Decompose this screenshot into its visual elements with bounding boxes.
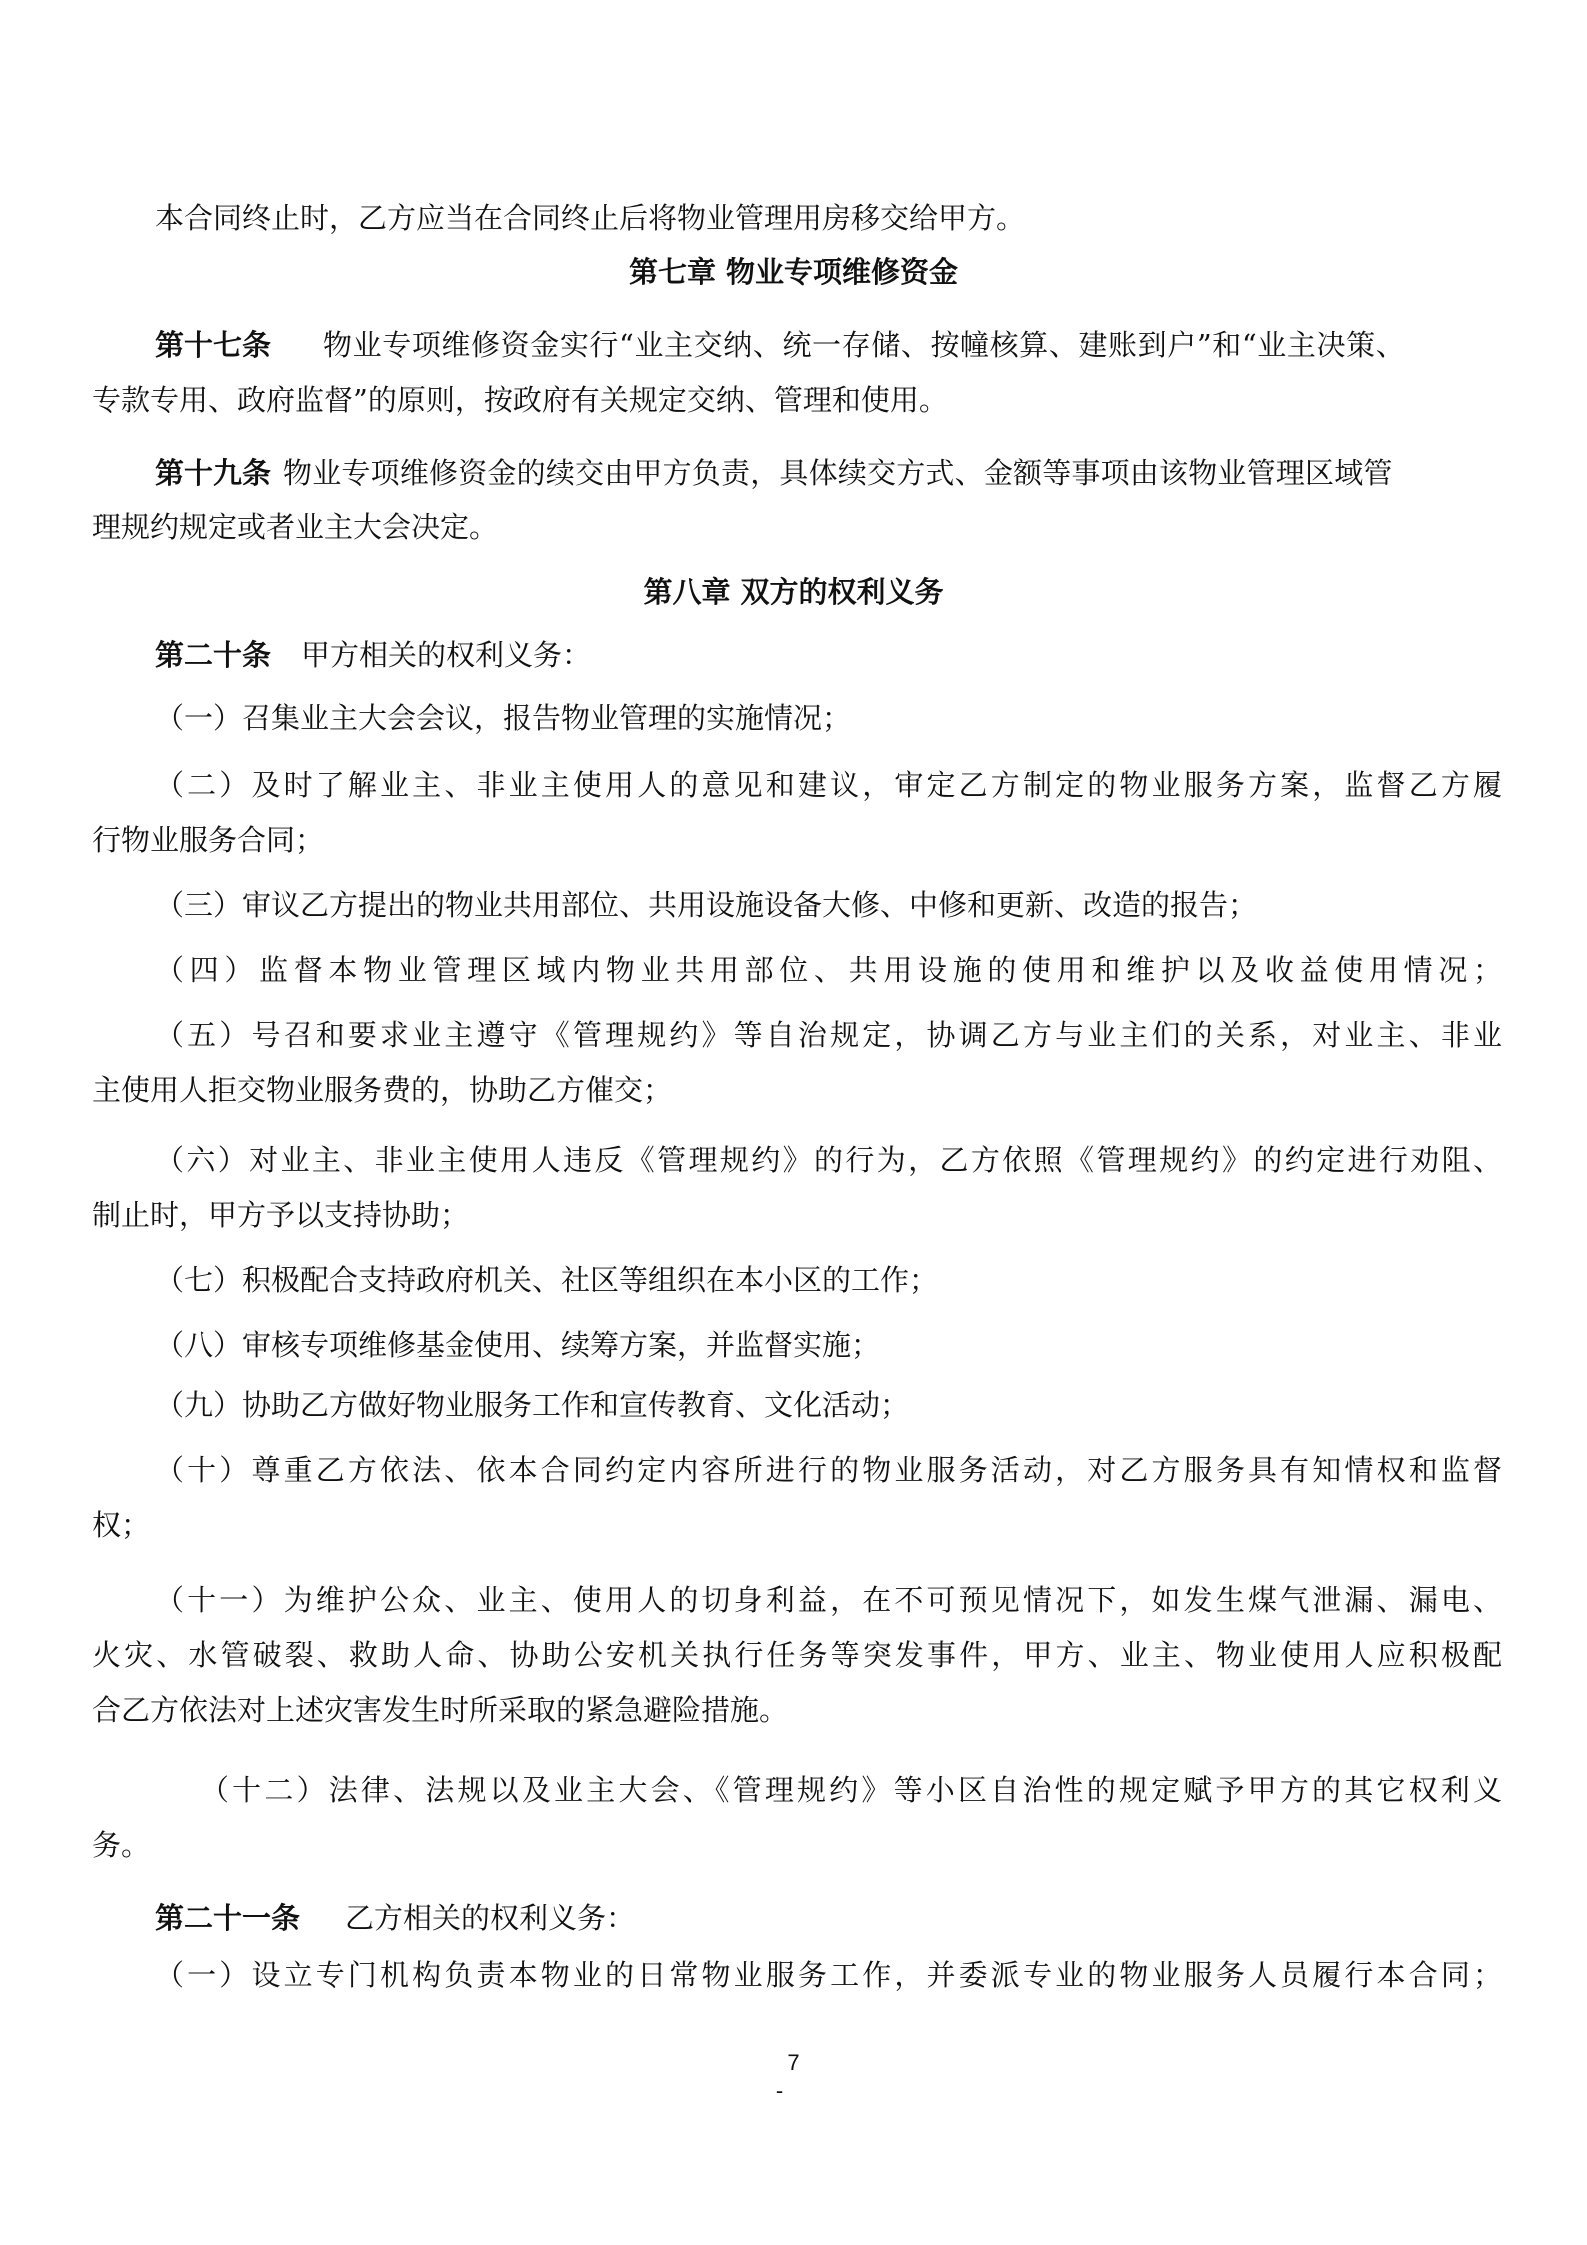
item-12-line-1: （十二）法律、法规以及业主大会、《管理规约》等小区自治性的规定赋予甲方的其它权利义 (200, 1773, 1502, 1807)
article-20-text: 甲方相关的权利义务： (301, 638, 592, 672)
article-20-label: 第二十条 (155, 638, 272, 672)
item-6-line-1: （六）对业主、非业主使用人违反《管理规约》的行为，乙方依照《管理规约》的约定进行劝阻、 (155, 1143, 1502, 1177)
item-1: （一）召集业主大会会议，报告物业管理的实施情况； (155, 701, 852, 735)
article-19-label: 第十九条 (155, 456, 272, 490)
article-17-text: 物业专项维修资金实行“业主交纳、统一存储、按幢核算、建账到户”和“业主决策、 (323, 328, 1406, 362)
paragraph-line (92, 198, 1502, 238)
item-11-line-2: 火灾、水管破裂、救助人命、协助公安机关执行任务等突发事件，甲方、业主、物业使用人应积极配 (92, 1638, 1502, 1672)
item-4: （四）监督本物业管理区域内物业共用部位、共用设施的使用和维护以及收益使用情况； (155, 953, 1502, 987)
item-3: （三）审议乙方提出的物业共用部位、共用设施设备大修、中修和更新、改造的报告； (155, 888, 1258, 922)
chapter-8-heading: 第八章 双方的权利义务 (643, 575, 944, 609)
article-21-line (155, 1898, 635, 1938)
item-10-line-1: （十）尊重乙方依法、依本合同约定内容所进行的物业服务活动，对乙方服务具有知情权和监督 (155, 1453, 1502, 1487)
item-10-line-2: 权； (92, 1508, 151, 1542)
item-5-line-1: （五）号召和要求业主遵守《管理规约》等自治规定，协调乙方与业主们的关系，对业主、非业 (155, 1018, 1502, 1052)
item-12-line-2: 务。 (92, 1828, 151, 1862)
article-17-line-1 (155, 325, 1502, 365)
article-19-line-2: 理规约规定或者业主大会决定。 (92, 510, 499, 544)
item-5-line-2: 主使用人拒交物业服务费的，协助乙方催交； (92, 1073, 673, 1107)
item-11-line-1: （十一）为维护公众、业主、使用人的切身利益，在不可预见情况下，如发生煤气泄漏、漏电、 (155, 1583, 1502, 1617)
item-11-line-3: 合乙方依法对上述灾害发生时所采取的紧急避险措施。 (92, 1693, 789, 1727)
article-21-text: 乙方相关的权利义务： (345, 1901, 636, 1935)
paragraph-text: 本合同终止时，乙方应当在合同终止后将物业管理用房移交给甲方。 (155, 201, 1026, 235)
article-20-line (155, 635, 591, 675)
item-7: （七）积极配合支持政府机关、社区等组织在本小区的工作； (155, 1263, 939, 1297)
article-19-line-1 (155, 453, 1502, 493)
article-21-item-1: （一）设立专门机构负责本物业的日常物业服务工作，并委派专业的物业服务人员履行本合同； (155, 1958, 1502, 1992)
page-footer-mark: - (775, 2078, 784, 2103)
article-17-line-2: 专款专用、政府监督”的原则，按政府有关规定交纳、管理和使用。 (92, 383, 948, 417)
item-8: （八）审核专项维修基金使用、续筹方案，并监督实施； (155, 1328, 881, 1362)
article-21-label: 第二十一条 (155, 1901, 301, 1935)
page-number: 7 (787, 2050, 800, 2075)
item-2-line-1: （二）及时了解业主、非业主使用人的意见和建议，审定乙方制定的物业服务方案，监督乙方履 (155, 768, 1502, 802)
item-6-line-2: 制止时，甲方予以支持协助； (92, 1198, 470, 1232)
item-2-line-2: 行物业服务合同； (92, 823, 325, 857)
article-17-label: 第十七条 (155, 328, 272, 362)
chapter-7-heading: 第七章 物业专项维修资金 (628, 255, 959, 289)
item-9: （九）协助乙方做好物业服务工作和宣传教育、文化活动； (155, 1388, 910, 1422)
article-19-text: 物业专项维修资金的续交由甲方负责，具体续交方式、金额等事项由该物业管理区域管 (283, 456, 1393, 490)
